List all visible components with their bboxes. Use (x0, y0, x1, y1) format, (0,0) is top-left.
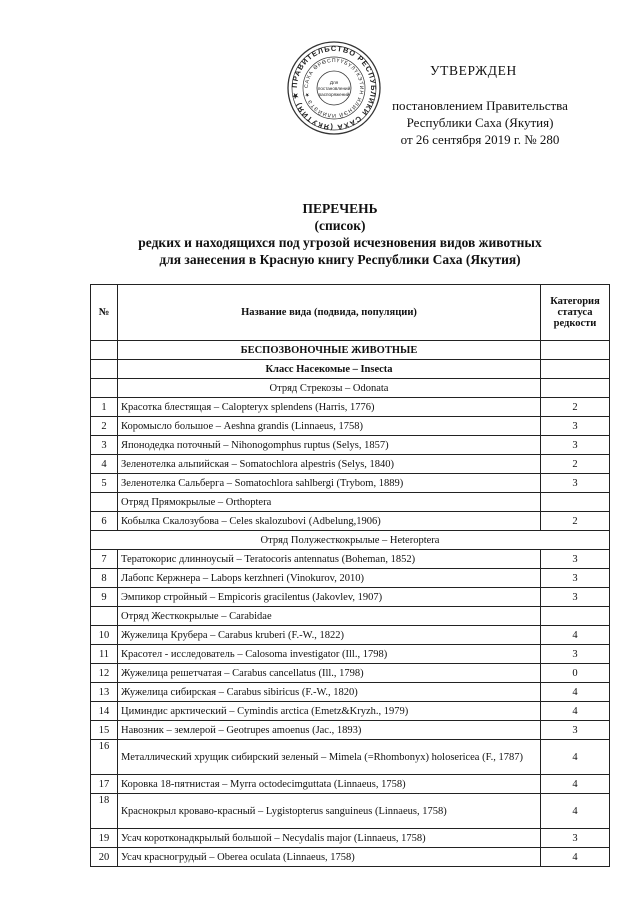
section-row (91, 341, 610, 360)
table-row (91, 829, 610, 848)
table-row (91, 455, 610, 474)
row-num: 18 (91, 794, 118, 829)
row-species-name: Усач коротконадкрылый большой – Necydalis major (Linnaeus, 1758) (118, 829, 541, 848)
row-num: 11 (91, 645, 118, 664)
table-header-row (91, 285, 610, 341)
table-row (91, 683, 610, 702)
row-species-name: Усач красногрудый – Oberea oculata (Linnaeus, 1758) (118, 848, 541, 867)
table-row (91, 645, 610, 664)
row-species-name: Жужелица Крубера – Carabus kruberi (F.-W., 1822) (118, 626, 541, 645)
row-category: 3 (541, 721, 610, 740)
approval-title: УТВЕРЖДЕН (430, 63, 517, 78)
table-row (91, 474, 610, 493)
row-num: 8 (91, 569, 118, 588)
table-row (91, 664, 610, 683)
heading-line-4: для занесения в Красную книгу Республики Саха (Якутия) (159, 252, 521, 267)
row-num: 20 (91, 848, 118, 867)
row-num: 2 (91, 417, 118, 436)
table-row (91, 721, 610, 740)
document-heading (90, 200, 590, 268)
row-num: 13 (91, 683, 118, 702)
row-num: 9 (91, 588, 118, 607)
row-num: 17 (91, 775, 118, 794)
row-species-name: Коровка 18-пятнистая – Myrra octodecimguttata (Linnaeus, 1758) (118, 775, 541, 794)
header-category: Категория статуса редкости (541, 285, 610, 341)
row-species-name: Японодедка поточный – Nihonogomphus ruptus (Selys, 1857) (118, 436, 541, 455)
row-category: 3 (541, 829, 610, 848)
header-name: Название вида (подвида, популяции) (118, 285, 541, 341)
row-species-name: Тератокорис длинноусый – Teratocoris antennatus (Boheman, 1852) (118, 550, 541, 569)
svg-text:постановлений: постановлений (317, 86, 351, 91)
row-category: 3 (541, 474, 610, 493)
row-species-name: Навозник – землерой – Geotrupes amoenus (Jac., 1893) (118, 721, 541, 740)
svg-text:САХА ӨРӨСПҮҮБҮЛҮКЭТИН ИЛИНЭЙ И: САХА ӨРӨСПҮҮБҮЛҮКЭТИН ИЛИНЭЙ ИЛИЙЭТЭ ★ (303, 57, 365, 119)
row-species-name: Кобылка Скалозубова – Celes skalozubovi (Adbelung,1906) (118, 512, 541, 531)
row-species-name: Металлический хрущик сибирский зеленый – Mimela (=Rhombonyx) holosericea (F., 1787) (118, 740, 541, 775)
row-category: 4 (541, 702, 610, 721)
row-num: 4 (91, 455, 118, 474)
svg-text:Для: Для (329, 80, 339, 85)
species-table (90, 284, 610, 867)
section-row (91, 531, 610, 550)
row-num: 15 (91, 721, 118, 740)
table-row (91, 702, 610, 721)
table-row (91, 550, 610, 569)
section-heteroptera: Отряд Полужесткокрылые – Heteroptera (91, 531, 610, 550)
row-species-name: Лабопс Кержнера – Labops kerzhneri (Vinokurov, 2010) (118, 569, 541, 588)
row-species-name: Коромысло большое – Aeshna grandis (Linnaeus, 1758) (118, 417, 541, 436)
row-num: 10 (91, 626, 118, 645)
table-row (91, 740, 610, 775)
row-category: 3 (541, 569, 610, 588)
section-row (91, 360, 610, 379)
row-num: 19 (91, 829, 118, 848)
row-category: 4 (541, 683, 610, 702)
svg-text:ПРАВИТЕЛЬСТВО РЕСПУБЛИКИ САХА: ПРАВИТЕЛЬСТВО РЕСПУБЛИКИ САХА (ЯКУТИЯ) ★ (289, 43, 379, 133)
row-species-name: Жужелица сибирская – Carabus sibiricus (F.-W., 1820) (118, 683, 541, 702)
row-category: 2 (541, 455, 610, 474)
section-row (91, 379, 610, 398)
row-species-name: Красотка блестящая – Calopteryx splendens (Harris, 1776) (118, 398, 541, 417)
approval-line-2: Республики Саха (Якутия) (406, 115, 554, 130)
row-species-name: Зеленотелка Сальберга – Somatochlora sahlbergi (Trybom, 1889) (118, 474, 541, 493)
row-species-name: Циминдис арктический – Cymindis arctica (Emetz&Kryzh., 1979) (118, 702, 541, 721)
table-row (91, 436, 610, 455)
section-row (91, 607, 610, 626)
row-num: 6 (91, 512, 118, 531)
row-species-name: Краснокрыл кроваво-красный – Lygistopterus sanguineus (Linnaeus, 1758) (118, 794, 541, 829)
row-species-name: Красотел - исследователь – Calosoma investigator (Ill., 1798) (118, 645, 541, 664)
approval-line-3: от 26 сентября 2019 г. № 280 (400, 132, 560, 147)
section-carabidae: Отряд Жесткокрылые – Carabidae (118, 607, 541, 626)
table-row (91, 794, 610, 829)
svg-text:распоряжений: распоряжений (318, 92, 350, 97)
section-insects: Класс Насекомые – Insecta (118, 360, 541, 379)
heading-title: ПЕРЕЧЕНЬ (302, 201, 378, 216)
heading-line-3: редких и находящихся под угрозой исчезновения видов животных (138, 235, 542, 250)
section-invertebrates: БЕСПОЗВОНОЧНЫЕ ЖИВОТНЫЕ (118, 341, 541, 360)
row-category: 0 (541, 664, 610, 683)
row-species-name: Эмпикор стройный – Empicoris gracilentus (Jakovlev, 1907) (118, 588, 541, 607)
table-row (91, 569, 610, 588)
row-category: 2 (541, 512, 610, 531)
row-category: 3 (541, 550, 610, 569)
row-category: 3 (541, 417, 610, 436)
header-num: № (91, 285, 118, 341)
row-category: 2 (541, 398, 610, 417)
approval-block (370, 97, 590, 148)
row-category: 4 (541, 740, 610, 775)
heading-subtitle: (список) (314, 218, 366, 233)
table-row (91, 512, 610, 531)
row-species-name: Зеленотелка альпийская – Somatochlora alpestris (Selys, 1840) (118, 455, 541, 474)
row-category: 3 (541, 645, 610, 664)
table-row (91, 848, 610, 867)
table-row (91, 775, 610, 794)
approval-line-1: постановлением Правительства (392, 98, 568, 113)
row-num: 3 (91, 436, 118, 455)
row-num: 7 (91, 550, 118, 569)
row-num: 16 (91, 740, 118, 775)
row-category: 3 (541, 588, 610, 607)
row-category: 4 (541, 794, 610, 829)
official-seal (286, 40, 382, 136)
table-row (91, 626, 610, 645)
row-num: 5 (91, 474, 118, 493)
row-category: 3 (541, 436, 610, 455)
row-num: 14 (91, 702, 118, 721)
section-orthoptera: Отряд Прямокрылые – Orthoptera (118, 493, 541, 512)
row-category: 4 (541, 775, 610, 794)
section-row (91, 493, 610, 512)
row-species-name: Жужелица решетчатая – Carabus cancellatus (Ill., 1798) (118, 664, 541, 683)
row-category: 4 (541, 848, 610, 867)
table-row (91, 398, 610, 417)
row-num: 1 (91, 398, 118, 417)
row-num: 12 (91, 664, 118, 683)
table-row (91, 588, 610, 607)
section-odonata: Отряд Стрекозы – Odonata (118, 379, 541, 398)
row-category: 4 (541, 626, 610, 645)
table-row (91, 417, 610, 436)
